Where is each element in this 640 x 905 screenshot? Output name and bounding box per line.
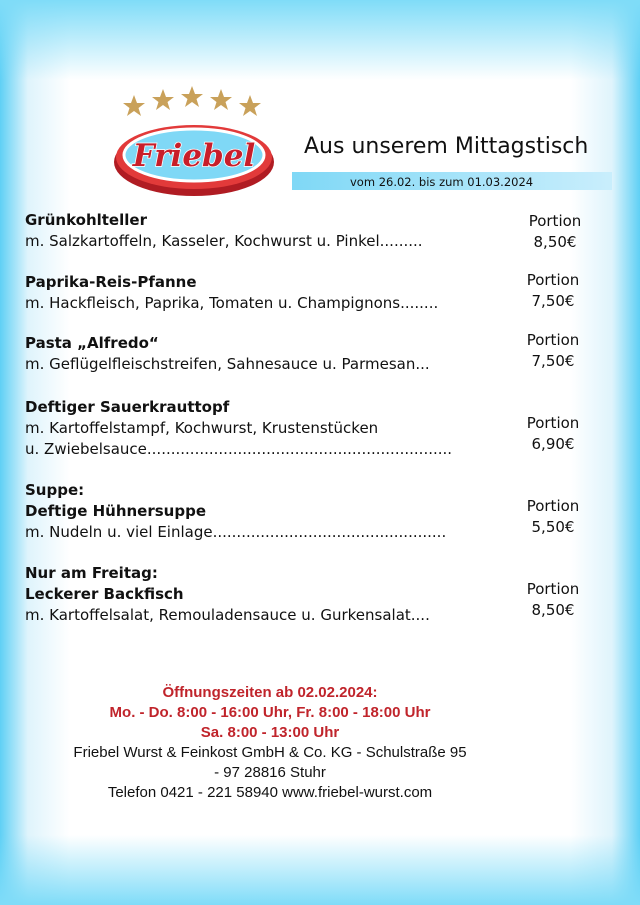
top-gradient xyxy=(0,0,640,80)
bottom-gradient xyxy=(0,835,640,905)
page-title: Aus unserem Mittagstisch xyxy=(304,134,589,159)
price-block xyxy=(508,330,598,372)
menu-item xyxy=(25,272,438,314)
price-value: 5,50€ xyxy=(531,518,575,536)
menu-item xyxy=(25,397,452,460)
dish-description: m. Hackfleisch, Paprika, Tomaten u. Champignons........ xyxy=(25,294,439,312)
price-block xyxy=(508,579,598,621)
dish-name: Suppe: xyxy=(25,481,85,499)
friebel-logo xyxy=(108,86,280,198)
portion-label: Portion xyxy=(526,414,580,432)
hours-saturday: Sa. 8:00 - 13:00 Uhr xyxy=(200,724,340,741)
dish-description: m. Nudeln u. viel Einlage................................................. xyxy=(25,523,447,541)
portion-label: Portion xyxy=(528,212,582,230)
price-block xyxy=(508,270,598,312)
portion-label: Portion xyxy=(526,580,580,598)
company-address: Friebel Wurst & Feinkost GmbH & Co. KG - Schulstraße 95 xyxy=(73,744,467,761)
price-block xyxy=(508,496,598,538)
dish-description: u. Zwiebelsauce................................................................ xyxy=(25,440,453,458)
dish-description: m. Geflügelfleischstreifen, Sahnesauce u. Parmesan... xyxy=(25,355,430,373)
price-block xyxy=(510,211,600,253)
company-city: - 97 28816 Stuhr xyxy=(214,764,326,781)
dish-name: Leckerer Backfisch xyxy=(25,585,184,603)
menu-item xyxy=(25,480,446,543)
menu-item xyxy=(25,210,423,252)
dish-name: Paprika-Reis-Pfanne xyxy=(25,273,197,291)
portion-label: Portion xyxy=(526,497,580,515)
dish-name: Nur am Freitag: xyxy=(25,564,158,582)
price-value: 7,50€ xyxy=(531,352,575,370)
hours-title: Öffnungszeiten ab 02.02.2024: xyxy=(162,684,378,701)
price-value: 7,50€ xyxy=(531,292,575,310)
price-block xyxy=(508,413,598,455)
contact-info: Telefon 0421 - 221 58940 www.friebel-wurst.com xyxy=(107,784,433,801)
dish-description: m. Kartoffelstampf, Kochwurst, Krustenstücken xyxy=(25,419,379,437)
menu-item xyxy=(25,333,430,375)
price-value: 6,90€ xyxy=(531,435,575,453)
dish-name: Grünkohlteller xyxy=(25,211,147,229)
date-range: vom 26.02. bis zum 01.03.2024 xyxy=(350,175,534,189)
dish-name: Pasta „Alfredo“ xyxy=(25,334,159,352)
menu-item xyxy=(25,563,430,626)
hours-weekdays: Mo. - Do. 8:00 - 16:00 Uhr, Fr. 8:00 - 18:00 Uhr xyxy=(109,704,431,721)
price-value: 8,50€ xyxy=(533,233,577,251)
star-icons xyxy=(123,86,261,116)
portion-label: Portion xyxy=(526,331,580,349)
star-icon xyxy=(123,95,145,116)
star-icon xyxy=(210,89,232,110)
star-icon xyxy=(239,95,261,116)
dish-description: m. Kartoffelsalat, Remouladensauce u. Gurkensalat.... xyxy=(25,606,430,624)
dish-name: Deftige Hühnersuppe xyxy=(25,502,207,520)
footer xyxy=(0,683,540,803)
dish-name: Deftiger Sauerkrauttopf xyxy=(25,398,230,416)
star-icon xyxy=(181,86,203,107)
star-icon xyxy=(152,89,174,110)
logo-text: Friebel xyxy=(132,138,256,174)
dish-description: m. Salzkartoffeln, Kasseler, Kochwurst u. Pinkel......... xyxy=(25,232,423,250)
portion-label: Portion xyxy=(526,271,580,289)
price-value: 8,50€ xyxy=(531,601,575,619)
